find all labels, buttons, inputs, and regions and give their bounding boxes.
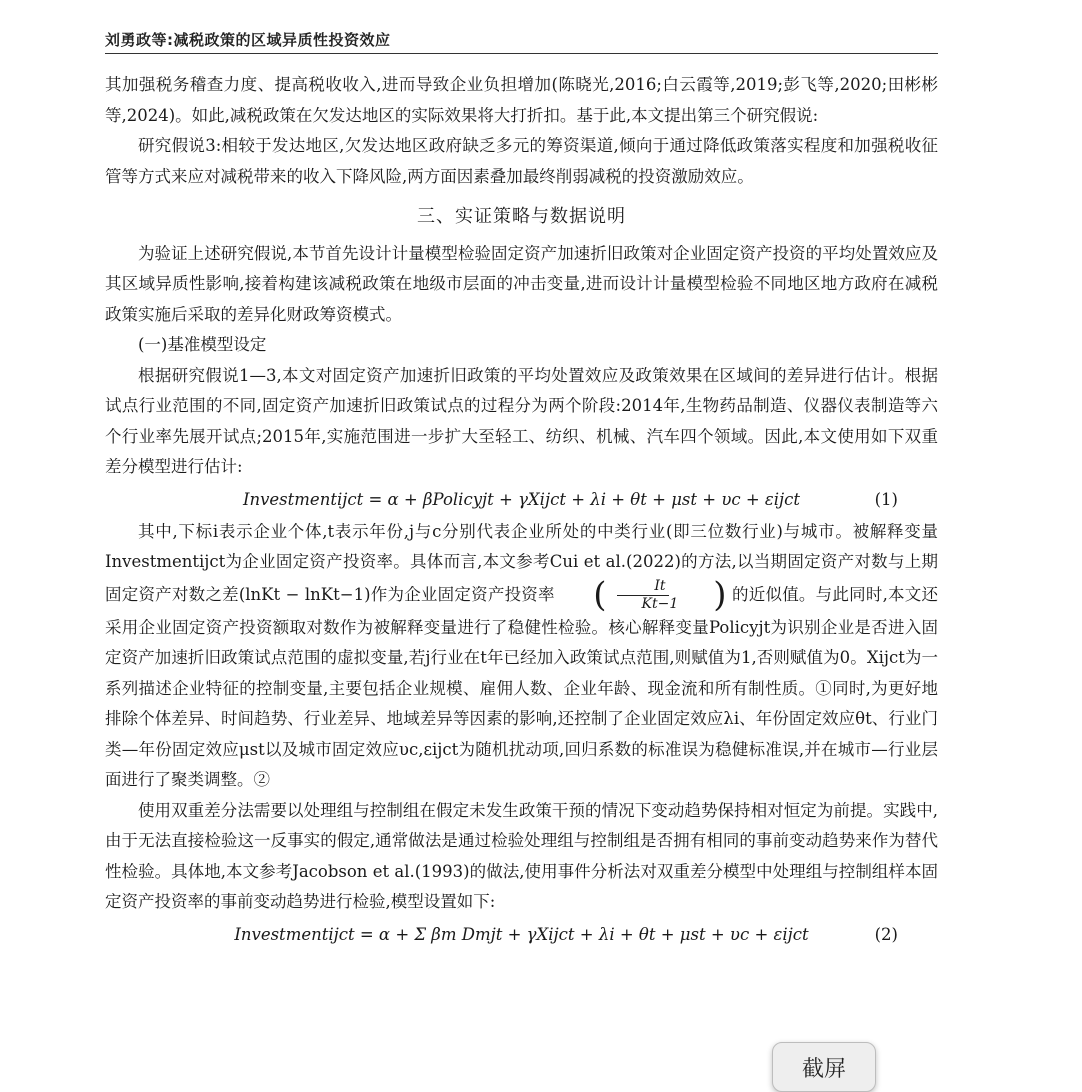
- section-title: 三、实证策略与数据说明: [417, 206, 626, 227]
- header-rule: [105, 53, 938, 54]
- page-body: [105, 70, 938, 952]
- equation-1: [105, 485, 938, 515]
- equation-1-body: Investmentijct = α + βPolicyjt + γXijct + λi + θt + μst + υc + εijct: [242, 489, 801, 509]
- investment-rate-fraction: ( $\frac{It}{Kt-1}$ ): [593, 575, 727, 615]
- paragraph-6: 使用双重差分法需要以处理组与控制组在假定未发生政策干预的情况下变动趋势保持相对恒定为前提。实践中,由于无法直接检验这一反事实的假定,通常做法是通过检验处理组与控制组是否拥有相同的事前变动趋势来作为替代性检验。具体地,本文参考Jacobson et al.(1993)的做法,使用事件分析法对双重差分模型中处理组与控制组样本固定资产投资率的事前变动趋势进行检验,模型设置如下:: [105, 800, 938, 911]
- paragraph-4: 根据研究假说1—3,本文对固定资产加速折旧政策的平均处置效应及政策效果在区域间的差异进行估计。根据试点行业范围的不同,固定资产加速折旧政策试点的过程分为两个阶段:2014年,生物药品制造、仪器仪表制造等六个行业率先展开试点;2015年,实施范围进一步扩大至轻工、纺织、机械、汽车四个领域。因此,本文使用如下双重差分模型进行估计:: [105, 365, 938, 476]
- equation-2: [105, 920, 938, 950]
- paragraph-1: 其加强税务稽查力度、提高税收收入,进而导致企业负担增加(陈晓光,2016;白云霞等,2019;彭飞等,2020;田彬彬等,2024)。如此,减税政策在欠发达地区的实际效果将大打折扣。基于此,本文提出第三个研究假说:: [105, 75, 938, 125]
- screenshot-button[interactable]: 截屏: [772, 1042, 876, 1092]
- paragraph-5: [105, 517, 938, 796]
- hypothesis-3: 研究假说3:相较于发达地区,欠发达地区政府缺乏多元的筹资渠道,倾向于通过降低政策落实程度和加强税收征管等方式来应对减税带来的收入下降风险,两方面因素叠加最终削弱减税的投资激励效应。: [105, 136, 938, 186]
- equation-1-number: (1): [874, 489, 898, 509]
- paragraph-5-part-b: 的近似值。与此同时,本文还采用企业固定资产投资额取对数作为被解释变量进行了稳健性检验。核心解释变量Policyjt为识别企业是否进入固定资产加速折旧政策试点范围的虚拟变量,若j行业在t年已经加入政策试点范围,则赋值为1,否则赋值为0。Xijct为一系列描述企业特征的控制变量,主要包括企业规模、雇佣人数、企业年龄、现金流和所有制性质。①同时,为更好地排除个体差异、时间趋势、行业差异、地域差异等因素的影响,还控制了企业固定效应λi、年份固定效应θt、行业门类—年份固定效应μst以及城市固定效应υc,εijct为随机扰动项,回归系数的标准误为稳健标准误,并在城市—行业层面进行了聚类调整。②: [105, 584, 939, 789]
- fraction-numerator: It: [617, 578, 669, 596]
- subsection-heading: (一)基准模型设定: [138, 335, 267, 354]
- running-title: 刘勇政等:减税政策的区域异质性投资效应: [105, 31, 391, 49]
- paragraph-5-part-a: 其中,下标i表示企业个体,t表示年份,j与c分别代表企业所处的中类行业(即三位数行业)与城市。被解释变量Investmentijct为企业固定资产投资率。具体而言,本文参考Cui et al.(2022)的方法,以当期固定资产对数与上期固定资产对数之差(lnKt − lnKt−1)作为企业固定资产投资率: [105, 521, 938, 604]
- paragraph-3: 为验证上述研究假说,本节首先设计计量模型检验固定资产加速折旧政策对企业固定资产投资的平均处置效应及其区域异质性影响,接着构建该减税政策在地级市层面的冲击变量,进而设计计量模型检验不同地区地方政府在减税政策实施后采取的差异化财政筹资模式。: [105, 243, 938, 324]
- equation-2-number: (2): [874, 924, 898, 944]
- fraction-denominator: Kt−1: [641, 595, 679, 612]
- equation-2-body: Investmentijct = α + Σ βm Dmjt + γXijct + λi + θt + μst + υc + εijct: [234, 924, 809, 944]
